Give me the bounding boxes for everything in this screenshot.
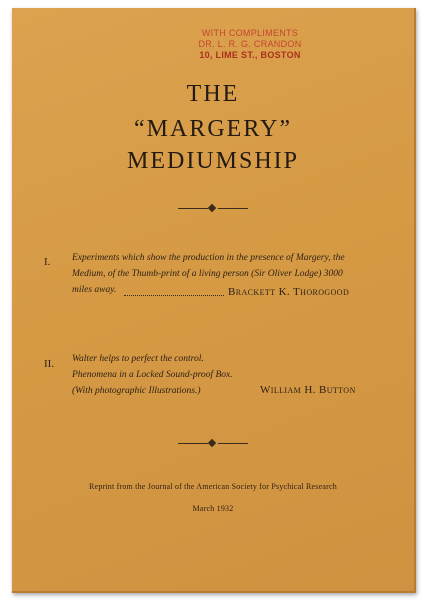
section-2-author: William H. Button bbox=[260, 384, 356, 396]
section-1-line-1: Experiments which show the production in the presence of Margery, the bbox=[72, 253, 345, 263]
section-1-numeral: I. bbox=[44, 256, 51, 268]
title-line-3: MEDIUMSHIP bbox=[126, 148, 299, 174]
section-2-line-1: Walter helps to perfect the control. bbox=[72, 354, 204, 364]
cover-title bbox=[12, 80, 414, 176]
section-2-line-2: Phenomena in a Locked Sound-proof Box. bbox=[72, 370, 233, 380]
red-ink-stamp bbox=[180, 28, 320, 61]
stamp-line-3: 10, LIME ST., BOSTON bbox=[199, 50, 301, 60]
publication-date: March 1932 bbox=[192, 504, 234, 513]
section-1-author: Brackett K. Thorogood bbox=[228, 286, 350, 298]
section-1-line-3: miles away. bbox=[72, 285, 117, 295]
ornament-divider-top bbox=[178, 205, 248, 213]
pamphlet-cover bbox=[12, 8, 416, 593]
title-line-2: “MARGERY” bbox=[134, 116, 292, 142]
section-2-line-3: (With photographic Illustrations.) bbox=[72, 386, 201, 396]
ornament-divider-bottom bbox=[178, 440, 248, 448]
leader-dots bbox=[124, 295, 224, 296]
title-line-1: THE bbox=[186, 81, 240, 107]
reprint-note: Reprint from the Journal of the American Society for Psychical Research bbox=[89, 482, 337, 491]
section-2-numeral: II. bbox=[44, 358, 55, 370]
stamp-line-2: DR. L. R. G. CRANDON bbox=[198, 39, 302, 49]
stamp-line-1: WITH COMPLIMENTS bbox=[201, 28, 299, 38]
section-1-line-2: Medium, of the Thumb-print of a living person (Sir Oliver Lodge) 3000 bbox=[72, 269, 343, 279]
